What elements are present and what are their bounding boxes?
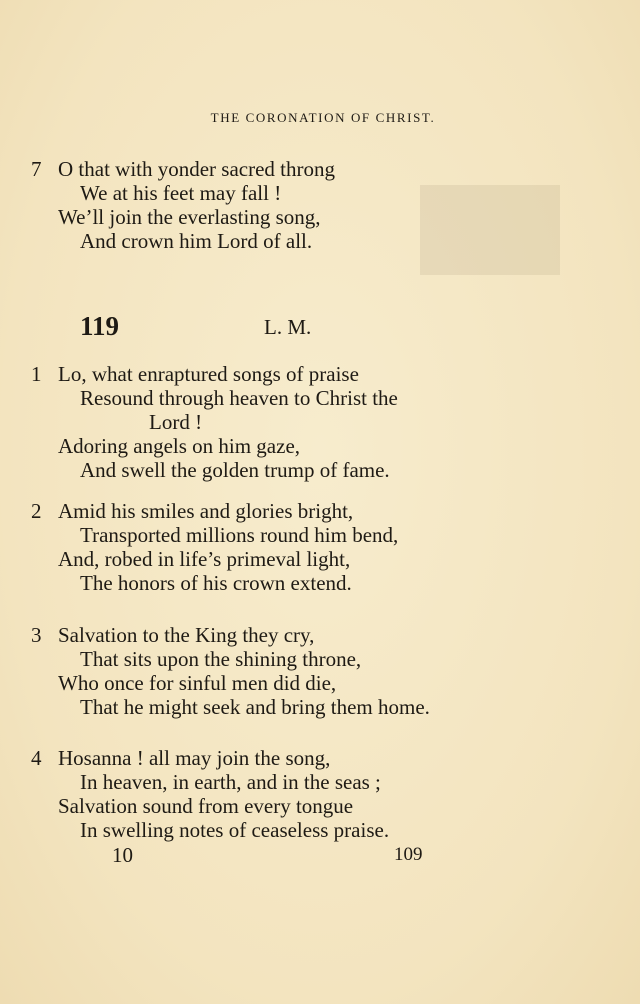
stanza-2-line-4: The honors of his crown extend. [80, 571, 352, 595]
stanza-3-line-4: That he might seek and bring them home. [80, 695, 430, 719]
stanza-1-number: 1 [31, 362, 42, 386]
stanza-1-line-1: Lo, what enraptured songs of praise [58, 362, 359, 386]
stanza-1-line-4: And swell the golden trump of fame. [80, 458, 390, 482]
signature-mark: 10 [112, 843, 133, 867]
stanza-1-line-2-turnover: Lord ! [149, 410, 203, 434]
stanza-7-line-1: O that with yonder sacred throng [58, 157, 336, 181]
stanza-7-line-3: We’ll join the everlasting song, [58, 205, 321, 229]
stanza-7-line-2: We at his feet may fall ! [80, 181, 282, 205]
stanza-3-line-3: Who once for sinful men did die, [58, 671, 337, 695]
show-through-bleed [420, 185, 560, 275]
stanza-4-number: 4 [31, 746, 42, 770]
stanza-3-number: 3 [31, 623, 42, 647]
stanza-4-line-4: In swelling notes of ceaseless praise. [80, 818, 390, 842]
stanza-4-line-1: Hosanna ! all may join the song, [58, 746, 331, 770]
running-head: THE CORONATION OF CHRIST. [210, 110, 436, 125]
hymn-number: 119 [80, 311, 120, 341]
stanza-2-line-3: And, robed in life’s primeval light, [58, 547, 351, 571]
page-number: 109 [394, 844, 423, 865]
stanza-3-line-2: That sits upon the shining throne, [80, 647, 362, 671]
stanza-1-line-2: Resound through heaven to Christ the [80, 386, 398, 410]
stanza-4-line-3: Salvation sound from every tongue [58, 794, 354, 818]
stanza-7-line-4: And crown him Lord of all. [80, 229, 313, 253]
stanza-3-line-1: Salvation to the King they cry, [58, 623, 315, 647]
stanza-2-number: 2 [31, 499, 42, 523]
stanza-7-number: 7 [31, 157, 42, 181]
stanza-1-line-3: Adoring angels on him gaze, [58, 434, 301, 458]
stanza-2-line-2: Transported millions round him bend, [80, 523, 399, 547]
hymn-meter: L. M. [264, 315, 312, 339]
stanza-4-line-2: In heaven, in earth, and in the seas ; [80, 770, 381, 794]
stanza-2-line-1: Amid his smiles and glories bright, [58, 499, 354, 523]
